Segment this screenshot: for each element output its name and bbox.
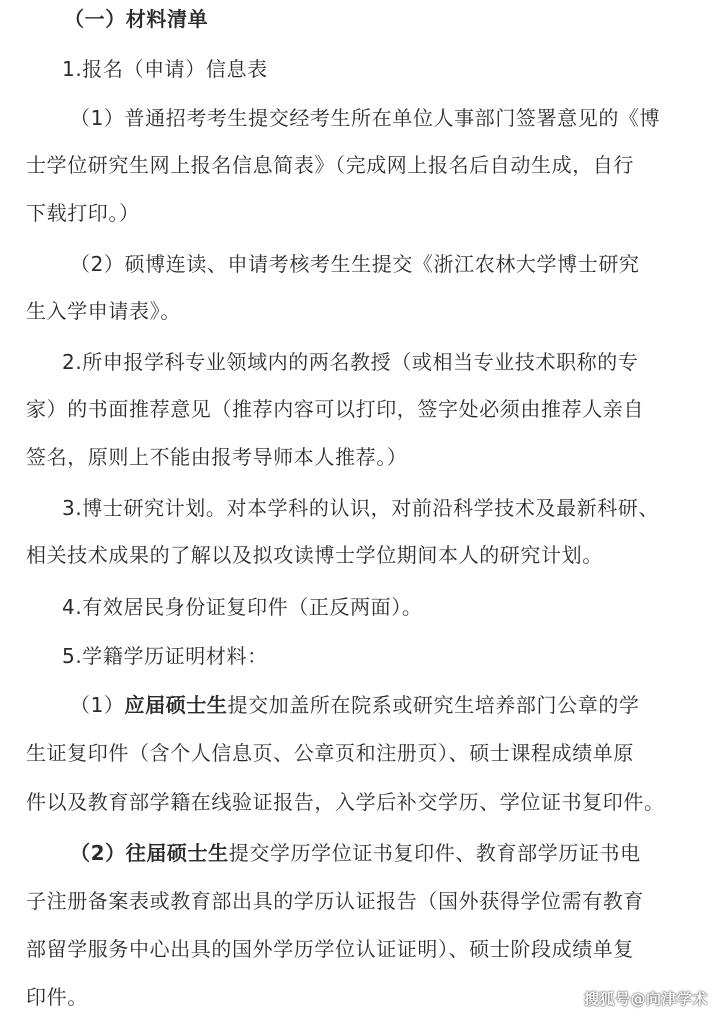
item-5-1-line-2: 生证复印件（含个人信息页、公章页和注册页）、硕士课程成绩单原 xyxy=(26,741,634,765)
item-1-1-line-1: （1）普通招考考生提交经考生所在单位人事部门签署意见的《博 xyxy=(70,106,661,130)
item-1-title: 1.报名（申请）信息表 xyxy=(62,57,268,81)
item-5-1-line-3: 件以及教育部学籍在线验证报告，入学后补交学历、学位证书复印件。 xyxy=(26,790,665,814)
item-5-2-line-2: 子注册备案表或教育部出具的学历认证报告（国外获得学位需有教育 xyxy=(26,889,644,913)
item-2-line-2: 家）的书面推荐意见（推荐内容可以打印，签字处必须由推荐人亲自 xyxy=(26,397,644,421)
item-5-2-bold-label: （2）往届硕士生 xyxy=(70,841,229,865)
item-5-2-text: 提交学历学位证书复印件、教育部学历证书电 xyxy=(228,841,641,865)
item-2-line-3: 签名，原则上不能由报考导师本人推荐。） xyxy=(26,445,408,469)
item-3-line-2: 相关技术成果的了解以及拟攻读博士学位期间本人的研究计划。 xyxy=(26,543,603,567)
item-1-2-line-1: （2）硕博连读、申请考核考生生提交《浙江农林大学博士研究 xyxy=(70,252,640,276)
item-1-1-line-2: 士学位研究生网上报名信息简表》（完成网上报名后自动生成，自行 xyxy=(26,153,634,177)
item-5-2-line-3: 部留学服务中心出具的国外学历学位认证证明）、硕士阶段成绩单复 xyxy=(26,937,634,961)
item-5-2-line-4: 印件。 xyxy=(26,985,88,1009)
item-3-line-1: 3.博士研究计划。对本学科的认识，对前沿科学技术及最新科研、 xyxy=(62,496,660,520)
item-5-title: 5.学籍学历证明材料： xyxy=(62,644,268,668)
item-5-1-text: 提交加盖所在院系或研究生培养部门公章的学 xyxy=(227,693,640,717)
item-5-1-line-1 xyxy=(70,692,640,718)
item-2-line-1: 2.所申报学科专业领域内的两名教授（或相当专业技术职称的专 xyxy=(62,350,639,374)
item-4: 4.有效居民身份证复印件（正反两面）。 xyxy=(62,595,423,619)
item-1-2-line-2: 生入学申请表》。 xyxy=(26,299,181,323)
item-5-2-line-1 xyxy=(70,840,641,866)
item-5-1-bold-label: 应届硕士生 xyxy=(124,693,228,717)
item-5-1-prefix: （1） xyxy=(70,693,125,717)
section-heading: （一）材料清单 xyxy=(64,7,209,31)
watermark: 搜狐号@向津学术 xyxy=(583,990,708,1008)
item-1-1-line-3: 下载打印。） xyxy=(26,201,140,225)
